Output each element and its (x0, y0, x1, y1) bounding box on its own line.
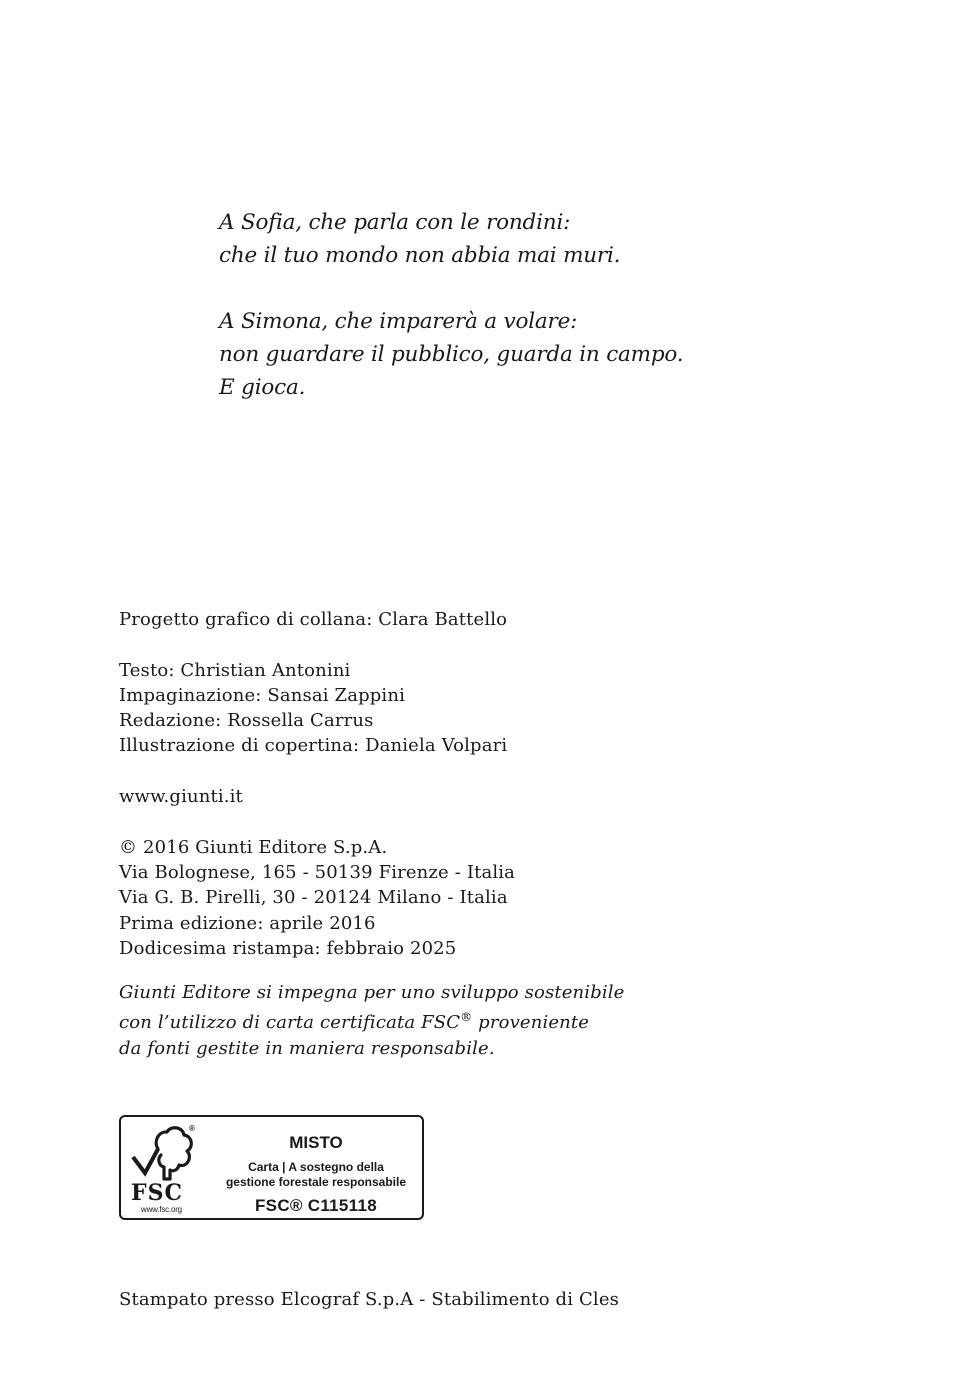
reprint-line: Dodicesima ristampa: febbraio 2025 (119, 937, 457, 959)
fsc-tree-logo-icon (131, 1123, 197, 1183)
copyright-line: © 2016 Giunti Editore S.p.A. (119, 836, 388, 858)
colophon (119, 607, 624, 1061)
series-design-credit: Progetto grafico di collana: Clara Battello (119, 609, 508, 630)
address-milan: Via G. B. Pirelli, 30 - 20124 Milano - Italia (119, 887, 508, 909)
layout-credit: Impaginazione: Sansai Zappini (119, 684, 405, 706)
fsc-license-code: FSC® C115118 (255, 1196, 377, 1215)
sustainability-line: da fonti gestite in maniera responsabile. (119, 1037, 495, 1059)
fsc-certification-label (119, 1115, 424, 1220)
text-credit: Testo: Christian Antonini (119, 659, 351, 681)
fsc-mix-label: MISTO (289, 1133, 343, 1152)
dedication-line: A Sofia, che parla con le rondini: (219, 210, 571, 235)
printer-line: Stampato presso Elcograf S.p.A - Stabilimento di Cles (119, 1289, 620, 1310)
dedication-line: non guardare il pubblico, guarda in campo. (219, 342, 684, 367)
editing-credit: Redazione: Rossella Carrus (119, 710, 374, 732)
fsc-registered-mark: ® (189, 1124, 195, 1133)
cover-credit: Illustrazione di copertina: Daniela Volpari (119, 735, 508, 757)
first-edition: Prima edizione: aprile 2016 (119, 912, 376, 934)
fsc-url: www.fsc.org (141, 1205, 182, 1214)
publisher-website: www.giunti.it (119, 786, 243, 808)
fsc-description: Carta | A sostegno della gestione forestale responsabile (225, 1160, 407, 1189)
dedication-line: che il tuo mondo non abbia mai muri. (219, 243, 621, 268)
registered-mark: ® (460, 1010, 473, 1025)
sustainability-line: Giunti Editore si impegna per uno sviluppo sostenibile (119, 982, 625, 1004)
sustainability-line: con l’utilizzo di carta certificata FSC® proveniente (119, 1010, 590, 1034)
address-florence: Via Bolognese, 165 - 50139 Firenze - Italia (119, 861, 516, 883)
dedication (219, 206, 683, 404)
dedication-line: A Simona, che imparerà a volare: (219, 309, 578, 334)
dedication-line: E gioca. (219, 375, 306, 400)
fsc-brand: FSC (131, 1180, 184, 1206)
